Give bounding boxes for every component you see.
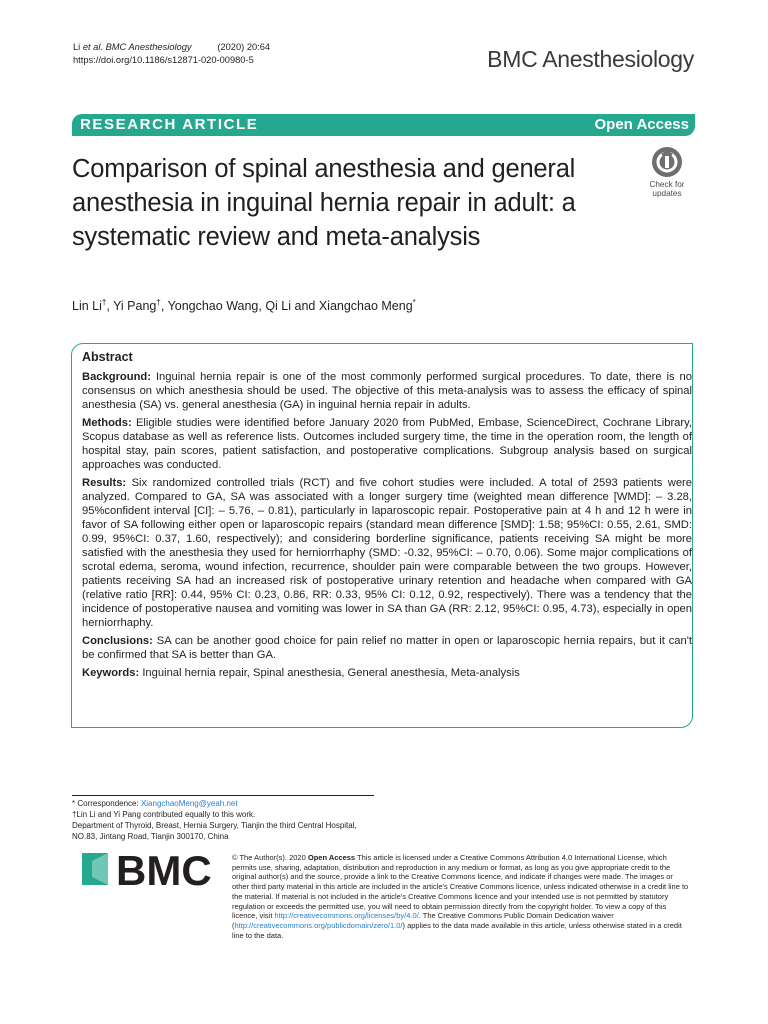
check-updates-label: Check for updates	[649, 180, 685, 198]
citation-journal: et al. BMC Anesthesiology	[82, 42, 192, 52]
conclusions-label: Conclusions:	[82, 635, 153, 647]
article-type-banner	[72, 114, 695, 136]
correspondence-email-link[interactable]: XiangchaoMeng@yeah.net	[140, 799, 238, 808]
methods-text: Eligible studies were identified before January 2020 from PubMed, Embase, ScienceDirect, Cochrane Library, Scopus database as well as reference lists. Outcomes included surgery time, the time in the operation room, the length of hospital stay, pain scores, patient satisfaction, and postoperative complications. Subgroup analysis based on surgical approaches was conducted.	[82, 417, 693, 471]
abstract-conclusions	[82, 634, 692, 662]
author-list	[72, 298, 416, 313]
results-text: Six randomized controlled trials (RCT) and five cohort studies were included. A total of 2593 patients were analyzed. Compared to GA, SA was associated with a longer surgery time (weighted mean difference [WMD]: – 3.28, 95%confident interval [CI]: – 5.76, – 0.81), particularly in laparoscopic repair. Postoperative pain at 4 h and 12 h were in favor of SA following either open or laparoscopic repairs (standard mean difference [SMD]: 1.58; 95%CI: 0.55, 2.61, SMD: 0.99, 95%CI: 0.37, 1.60, respectively); and considering borderline significance, patients receiving SA might be more satisfied with the anesthesia they used for herniorrhaphy (SMD: -0.32, 95%CI: – 0.70, 0.06). Some major complications of scrotal edema, seroma, wound infection, recurrence, shoulder pain were comparable between the two groups. However, patients receiving SA had an increased risk of postoperative urinary retention and headache when compared with GA (relative ratio [RR]: 0.44, 95% CI: 0.23, 0.86, RR: 0.33, 95% CI: 0.12, 0.92, respectively). There was a tendency that the incidence of postoperative nausea and vomiting was lower in SA than GA (RR: 2.12, 95%CI: 0.95, 4.73), especially in open herniorrhaphy.	[82, 477, 692, 629]
author-mark: †	[101, 298, 107, 307]
bmc-logo-icon	[80, 847, 220, 891]
check-updates-icon	[640, 146, 694, 180]
license-statement: © The Author(s). 2020 Open Access This article is licensed under a Creative Commons Attribution 4.0 International License, which permits use, sharing, adaptation, distribution and reproduction in any medium or format, as long as you give appropriate credit to the original author(s) and the source, provide a link to the Creative Commons licence, and indicate if changes were made. The images or other third party material in this article are included in the article's Creative Commons licence, unless indicated otherwise in a credit line to the material. If material is not included in the article's Creative Commons licence and your intended use is not permitted by statutory regulation or exceeds the permitted use, you will need to obtain permission directly from the copyright holder. To view a copy of this licence, visit http://creativecommons.org/licenses/by/4.0/. The Creative Commons Public Domain Dedication waiver (http://creativecommons.org/publicdomain/zero/1.0/) applies to the data made available in this article, unless otherwise stated in a credit line to the data.	[232, 853, 689, 940]
results-label: Results:	[82, 477, 127, 489]
article-type-label: RESEARCH ARTICLE	[80, 116, 259, 133]
keywords-label: Keywords:	[82, 667, 140, 679]
footnotes	[72, 798, 382, 842]
correspondence-note: * Correspondence: XiangchaoMeng@yeah.net	[72, 799, 238, 808]
author-name[interactable]: Lin Li	[72, 299, 102, 314]
citation-authors: Li	[73, 42, 83, 52]
article-title: Comparison of spinal anesthesia and general anesthesia in inguinal hernia repair in adult: a systematic review and meta-analysis	[72, 155, 576, 251]
equal-contribution-note: †Lin Li and Yi Pang contributed equally to this work.	[72, 810, 256, 819]
bmc-logo-text: BMC	[116, 847, 212, 891]
check-for-updates-button[interactable]	[640, 146, 694, 200]
citation-header	[73, 41, 270, 67]
abstract-results	[82, 476, 692, 630]
bmc-logo	[80, 847, 220, 891]
abstract-keywords	[82, 666, 692, 680]
citation-year: (2020) 20:64	[217, 42, 271, 52]
abstract-methods	[82, 416, 692, 472]
author-name[interactable]: , Yi Pang	[106, 299, 157, 314]
author-mark: †	[156, 298, 161, 307]
author-name[interactable]: , Yongchao Wang, Qi Li and Xiangchao Meng	[160, 299, 413, 314]
author-mark: *	[412, 298, 416, 307]
abstract-background	[82, 370, 692, 412]
citation-line	[73, 41, 270, 54]
doi-link[interactable]: https://doi.org/10.1186/s12871-020-00980-5	[73, 55, 254, 65]
affiliation-note: Department of Thyroid, Breast, Hernia Surgery, Tianjin the third Central Hospital, NO.83, Jintang Road, Tianjin 300170, China	[72, 821, 357, 841]
public-domain-link[interactable]: http://creativecommons.org/publicdomain/zero/1.0/	[234, 920, 403, 930]
conclusions-text: SA can be another good choice for pain relief no matter in open or laparoscopic hernia repairs, but it can't be confirmed that SA is better than GA.	[82, 635, 692, 661]
keywords-text: Inguinal hernia repair, Spinal anesthesia, General anesthesia, Meta-analysis	[142, 667, 520, 679]
open-access-label: Open Access	[594, 116, 689, 133]
background-text: Inguinal hernia repair is one of the most commonly performed surgical procedures. To date, there is no consensus on which anesthesia should be used. The objective of this meta-analysis was to assess the efficacy of spinal anesthesia (SA) vs. general anesthesia (GA) in inguinal hernia repair in adults.	[82, 371, 692, 411]
abstract-box	[71, 343, 693, 728]
license-link[interactable]: http://creativecommons.org/licenses/by/4.0/	[274, 911, 419, 921]
background-label: Background:	[82, 371, 151, 383]
methods-label: Methods:	[82, 417, 132, 429]
abstract-heading: Abstract	[82, 350, 133, 364]
journal-name: BMC Anesthesiology	[487, 46, 694, 72]
footnote-divider	[72, 795, 374, 796]
